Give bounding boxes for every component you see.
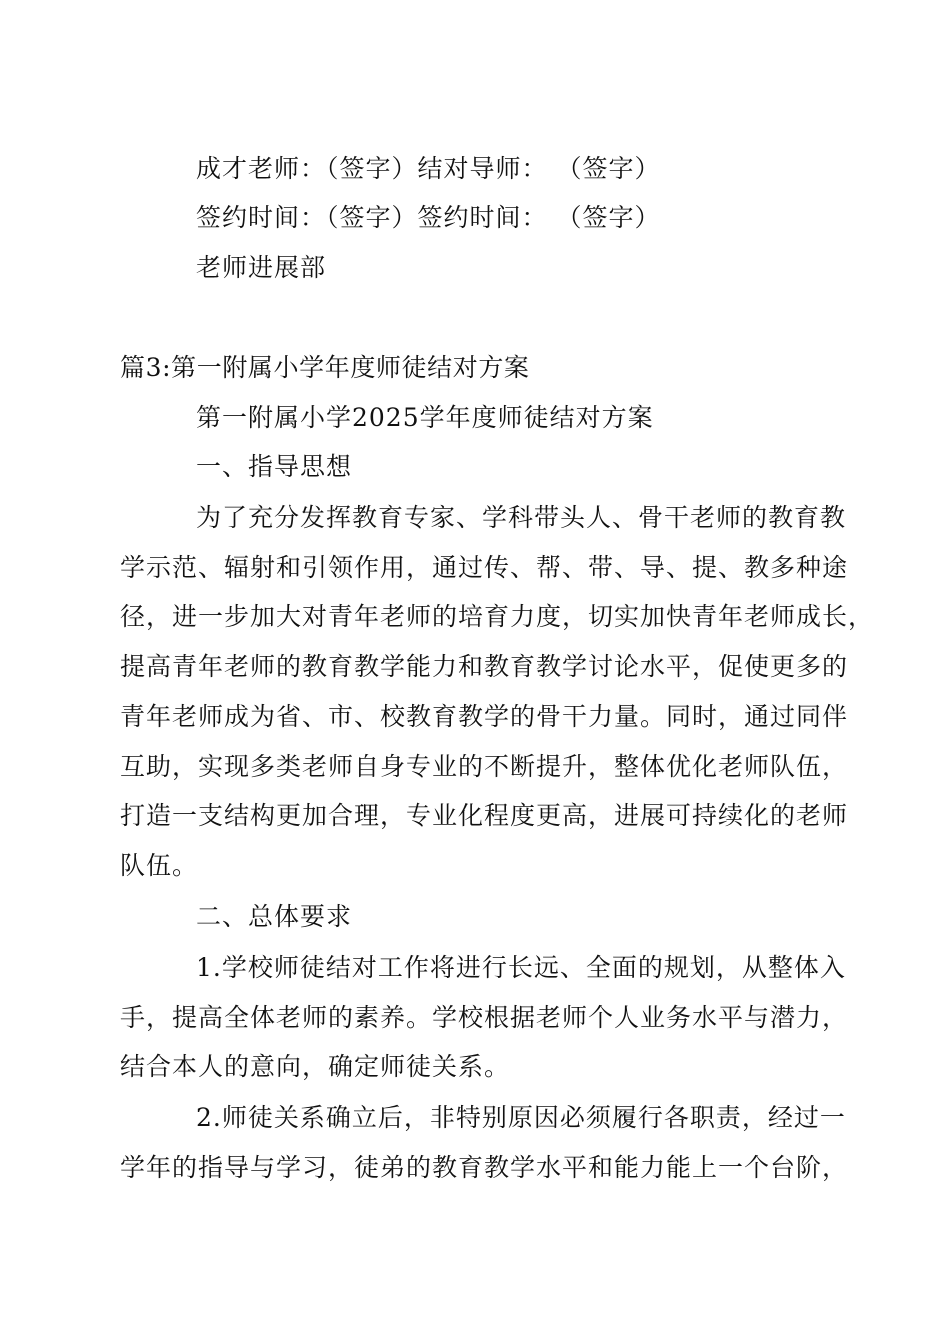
document-title: 第一附属小学2025学年度师徒结对方案 (196, 403, 654, 432)
section-heading: 篇3:第一附属小学年度师徒结对方案 (120, 353, 530, 382)
paragraph-line: 青年老师成为省、市、校教育教学的骨干力量。同时，通过同伴 (120, 702, 849, 731)
signature-department: 老师进展部 (196, 253, 327, 282)
paragraph-line: 1.学校师徒结对工作将进行长远、全面的规划，从整体入 (196, 953, 846, 982)
paragraph-line: 互助，实现多类老师自身专业的不断提升，整体优化老师队伍， (120, 752, 849, 781)
paragraph-line: 径，进一步加大对青年老师的培育力度，切实加快青年老师成长， (120, 602, 875, 631)
paragraph-line: 队伍。 (120, 851, 199, 880)
paragraph-line: 学年的指导与学习，徒弟的教育教学水平和能力能上一个台阶， (120, 1153, 849, 1182)
signature-line-teachers: 成才老师：（签字）结对导师： （签字） (196, 154, 661, 183)
part2-heading: 二、总体要求 (196, 902, 353, 931)
paragraph-line: 手，提高全体老师的素养。学校根据老师个人业务水平与潜力， (120, 1003, 849, 1032)
paragraph-line: 结合本人的意向，确定师徒关系。 (120, 1052, 511, 1081)
paragraph-line: 2.师徒关系确立后，非特别原因必须履行各职责，经过一 (196, 1103, 846, 1132)
signature-line-dates: 签约时间：（签字）签约时间： （签字） (196, 203, 661, 232)
part1-heading: 一、指导思想 (196, 452, 353, 481)
paragraph-line: 学示范、辐射和引领作用，通过传、帮、带、导、提、教多种途 (120, 553, 849, 582)
paragraph-line: 提高青年老师的教育教学能力和教育教学讨论水平，促使更多的 (120, 652, 849, 681)
paragraph-line: 打造一支结构更加合理，专业化程度更高，进展可持续化的老师 (120, 801, 849, 830)
paragraph-line: 为了充分发挥教育专家、学科带头人、骨干老师的教育教 (196, 503, 847, 532)
